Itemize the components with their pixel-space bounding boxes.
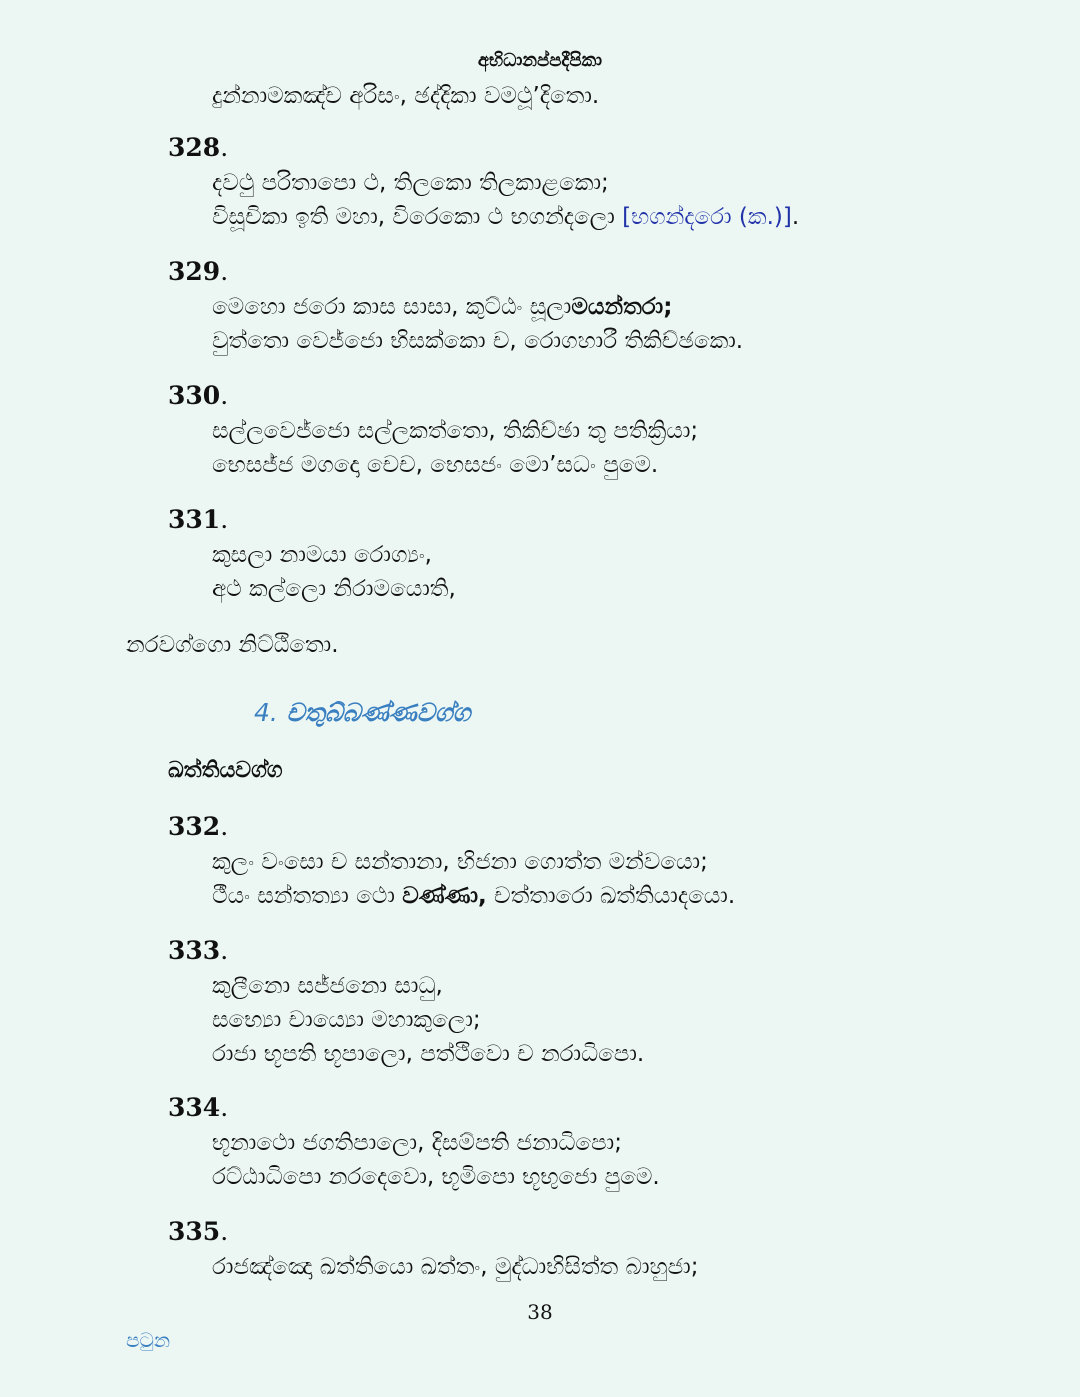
- chapter-heading: 4. චතුබ්බණ්ණවග්ග: [254, 698, 471, 727]
- verse-line: රාජඤ්ඤො ඛත්තියො ඛත්තං, මුද්ධාභිසිත්ත බාහුජා;: [212, 1254, 699, 1280]
- verse-number: 332.: [168, 812, 229, 841]
- verse-number: 334.: [168, 1093, 229, 1122]
- verse-number: 328.: [168, 133, 229, 162]
- verse-line: කුලං වංසො ච සන්තානා, භිජනා ගොත්ත මන්වයො;: [212, 849, 708, 875]
- verse-line: රට්ඨාධිපො නරදෙවො, භූමිපො භූභුජො පුමෙ.: [212, 1164, 660, 1190]
- verse-line: සභ්‍යො චාය්‍යො මහාකුලො;: [212, 1007, 481, 1033]
- contents-link[interactable]: පටුන: [126, 1328, 171, 1352]
- variant-reading: [භගන්දරො (ක.)]: [622, 204, 792, 230]
- verse-line: භෙසජ්ජ මගදො චෙච, භෙසජං මො’සධං පුමෙ.: [212, 452, 659, 478]
- verse-line: අථ කල්ලො නිරාමයොති,: [212, 576, 456, 602]
- verse-number: 335.: [168, 1217, 229, 1246]
- verse-line: රාජා භූපති භූපාලො, පත්ථිවො ච නරාධිපො.: [212, 1041, 645, 1067]
- verse-line: කුසලා නාමයා රොග්‍යං,: [212, 542, 432, 568]
- verse-line: ථීයං සන්තත්‍යා ථො වණ්ණා, චත්තාරො ඛත්තියාදයො.: [212, 883, 736, 909]
- chapter-closing: නරවග්ගො නිට්ඨිතො.: [126, 632, 339, 658]
- page-number: 38: [527, 1300, 553, 1324]
- verse-number: 330.: [168, 381, 229, 410]
- verse-line: මෙහො ජරො කාස සාසා, කුට්ඨං සූලාමයන්තරා;: [212, 294, 673, 320]
- verse-line: විසූචිකා ඉති මහා, විරෙකො ථ භගන්දලො [භගන්දරො (ක.)].: [212, 204, 800, 230]
- verse-line: සල්ලවෙජ්ජො සල්ලකත්තො, තිකිච්ඡා තු පතික්‍රියා;: [212, 418, 699, 444]
- verse-line: වුත්තො වෙජ්ජො භිසක්කො ච, රොගහාරී තිකිච්ඡකො.: [212, 328, 744, 354]
- verse-line: කුලීනො සජ්ජනො සාධු,: [212, 973, 443, 999]
- section-heading: ඛත්තියවග්ග: [168, 758, 283, 783]
- verse-line: දුන්නාමකඤ්ච අරිසං, ඡද්දිකා වමථූ’දිතො.: [212, 83, 600, 109]
- verse-number: 333.: [168, 936, 229, 965]
- verse-line: භූනාථො ජගතිපාලො, දිසම්පති ජනාධිපො;: [212, 1130, 622, 1156]
- verse-number: 331.: [168, 505, 229, 534]
- page-header-title: අභිධානප්පදීපිකා: [477, 50, 603, 71]
- verse-number: 329.: [168, 257, 229, 286]
- verse-line: දවථු පරිතාපො ථ, තිලකො තිලකාළකො;: [212, 170, 609, 196]
